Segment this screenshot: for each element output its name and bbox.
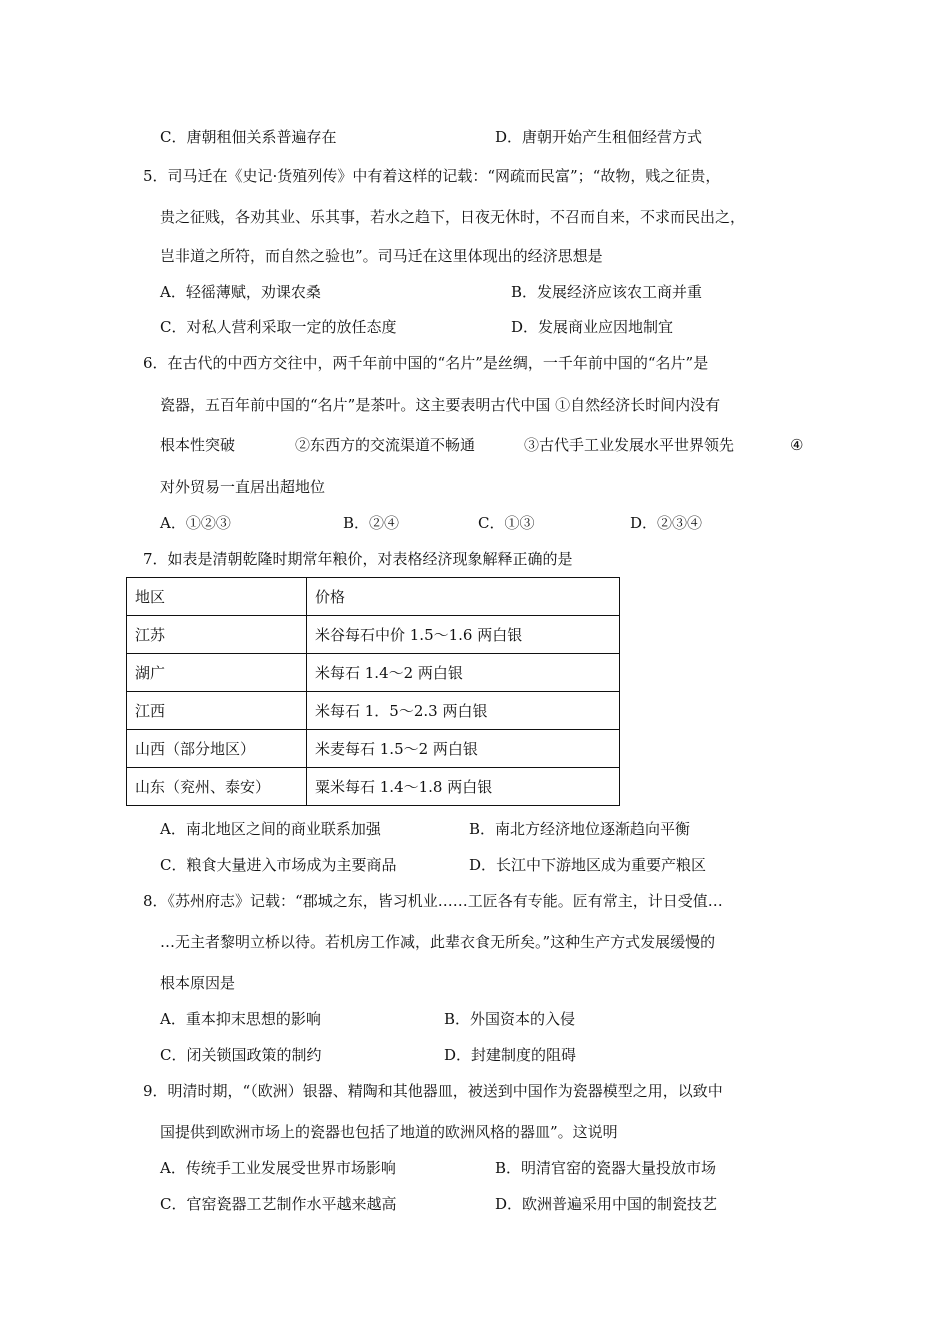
q7-stem-line1: 7．如表是清朝乾隆时期常年粮价，对表格经济现象解释正确的是	[143, 550, 573, 568]
table-row	[127, 616, 620, 654]
table-cell-region: 江苏	[127, 616, 307, 654]
table-cell-region: 山西（部分地区）	[127, 730, 307, 768]
q7-option-d: D．长江中下游地区成为重要产粮区	[469, 856, 707, 874]
q8-option-a: A．重本抑末思想的影响	[160, 1010, 321, 1028]
q9-option-a: A．传统手工业发展受世界市场影响	[160, 1159, 396, 1177]
q5-option-d: D．发展商业应因地制宜	[511, 318, 674, 336]
q9-stem-line2: 国提供到欧洲市场上的瓷器也包括了地道的欧洲风格的器皿”。这说明	[160, 1123, 618, 1141]
table-header-row	[127, 578, 620, 616]
q8-option-b: B．外国资本的入侵	[444, 1010, 576, 1028]
q8-stem-line2: …无主者黎明立桥以待。若机房工作减，此辈衣食无所矣。”这种生产方式发展缓慢的	[160, 933, 716, 951]
table-row	[127, 692, 620, 730]
table-row	[127, 654, 620, 692]
table-cell-price: 米谷每石中价 1.5～1.6 两白银	[307, 616, 620, 654]
grain-price-table	[126, 577, 620, 806]
q5-stem-line3: 岂非道之所符，而自然之验也”。司马迁在这里体现出的经济思想是	[160, 247, 603, 265]
table-cell-price: 米每石 1.4～2 两白银	[307, 654, 620, 692]
q5-stem-line1: 5．司马迁在《史记·货殖列传》中有着这样的记载：“网疏而民富”；“故物，贱之征贵，	[143, 167, 721, 185]
q7-option-b: B．南北方经济地位逐渐趋向平衡	[469, 820, 691, 838]
q6-option-d: D．②③④	[630, 514, 703, 532]
q7-option-c: C．粮食大量进入市场成为主要商品	[160, 856, 397, 874]
q8-option-c: C．闭关锁国政策的制约	[160, 1046, 322, 1064]
q6-stem-line3-part2: ②东西方的交流渠道不畅通	[295, 436, 476, 454]
q9-stem-line1: 9．明清时期，“（欧洲）银器、精陶和其他器皿，被送到中国作为瓷器模型之用，以致中	[143, 1082, 723, 1100]
table-header-cell: 价格	[307, 578, 620, 616]
q6-stem-line2: 瓷器，五百年前中国的“名片”是茶叶。这主要表明古代中国 ①自然经济长时间内没有	[160, 396, 721, 414]
q8-stem-line3: 根本原因是	[160, 974, 236, 992]
q6-option-b: B．②④	[343, 514, 400, 532]
table-cell-price: 米麦每石 1.5～2 两白银	[307, 730, 620, 768]
q6-stem-line3-part1: 根本性突破	[160, 436, 236, 454]
q9-option-b: B．明清官窑的瓷器大量投放市场	[495, 1159, 717, 1177]
q8-option-d: D．封建制度的阻碍	[444, 1046, 577, 1064]
q4-option-c: C．唐朝租佃关系普遍存在	[160, 128, 337, 146]
q5-stem-line2: 贵之征贱，各劝其业、乐其事，若水之趋下，日夜无休时，不召而自来，不求而民出之，	[160, 208, 746, 226]
table-cell-price: 粟米每石 1.4～1.8 两白银	[307, 768, 620, 806]
q6-stem-line3-part3: ③古代手工业发展水平世界领先	[524, 436, 735, 454]
q9-option-c: C．官窑瓷器工艺制作水平越来越高	[160, 1195, 397, 1213]
table-cell-price: 米每石 1．5～2.3 两白银	[307, 692, 620, 730]
table-cell-region: 山东（兖州、泰安）	[127, 768, 307, 806]
q6-stem-line3-part4: ④	[790, 436, 804, 454]
table-cell-region: 湖广	[127, 654, 307, 692]
q5-option-a: A．轻徭薄赋，劝课农桑	[160, 283, 321, 301]
q5-option-c: C．对私人营利采取一定的放任态度	[160, 318, 397, 336]
q6-option-a: A．①②③	[160, 514, 231, 532]
table-header-cell: 地区	[127, 578, 307, 616]
q7-option-a: A．南北地区之间的商业联系加强	[160, 820, 381, 838]
q9-option-d: D．欧洲普遍采用中国的制瓷技艺	[495, 1195, 718, 1213]
table-row	[127, 730, 620, 768]
q8-stem-line1: 8．《苏州府志》记载：“郡城之东，皆习机业……工匠各有专能。匠有常主，计日受值…	[143, 892, 723, 910]
q6-stem-line1: 6．在古代的中西方交往中，两千年前中国的“名片”是丝绸，一千年前中国的“名片”是	[143, 354, 709, 372]
table-row	[127, 768, 620, 806]
q6-stem-line4: 对外贸易一直居出超地位	[160, 478, 326, 496]
table-cell-region: 江西	[127, 692, 307, 730]
q4-option-d: D．唐朝开始产生租佃经营方式	[495, 128, 703, 146]
q6-option-c: C．①③	[478, 514, 535, 532]
q5-option-b: B．发展经济应该农工商并重	[511, 283, 703, 301]
